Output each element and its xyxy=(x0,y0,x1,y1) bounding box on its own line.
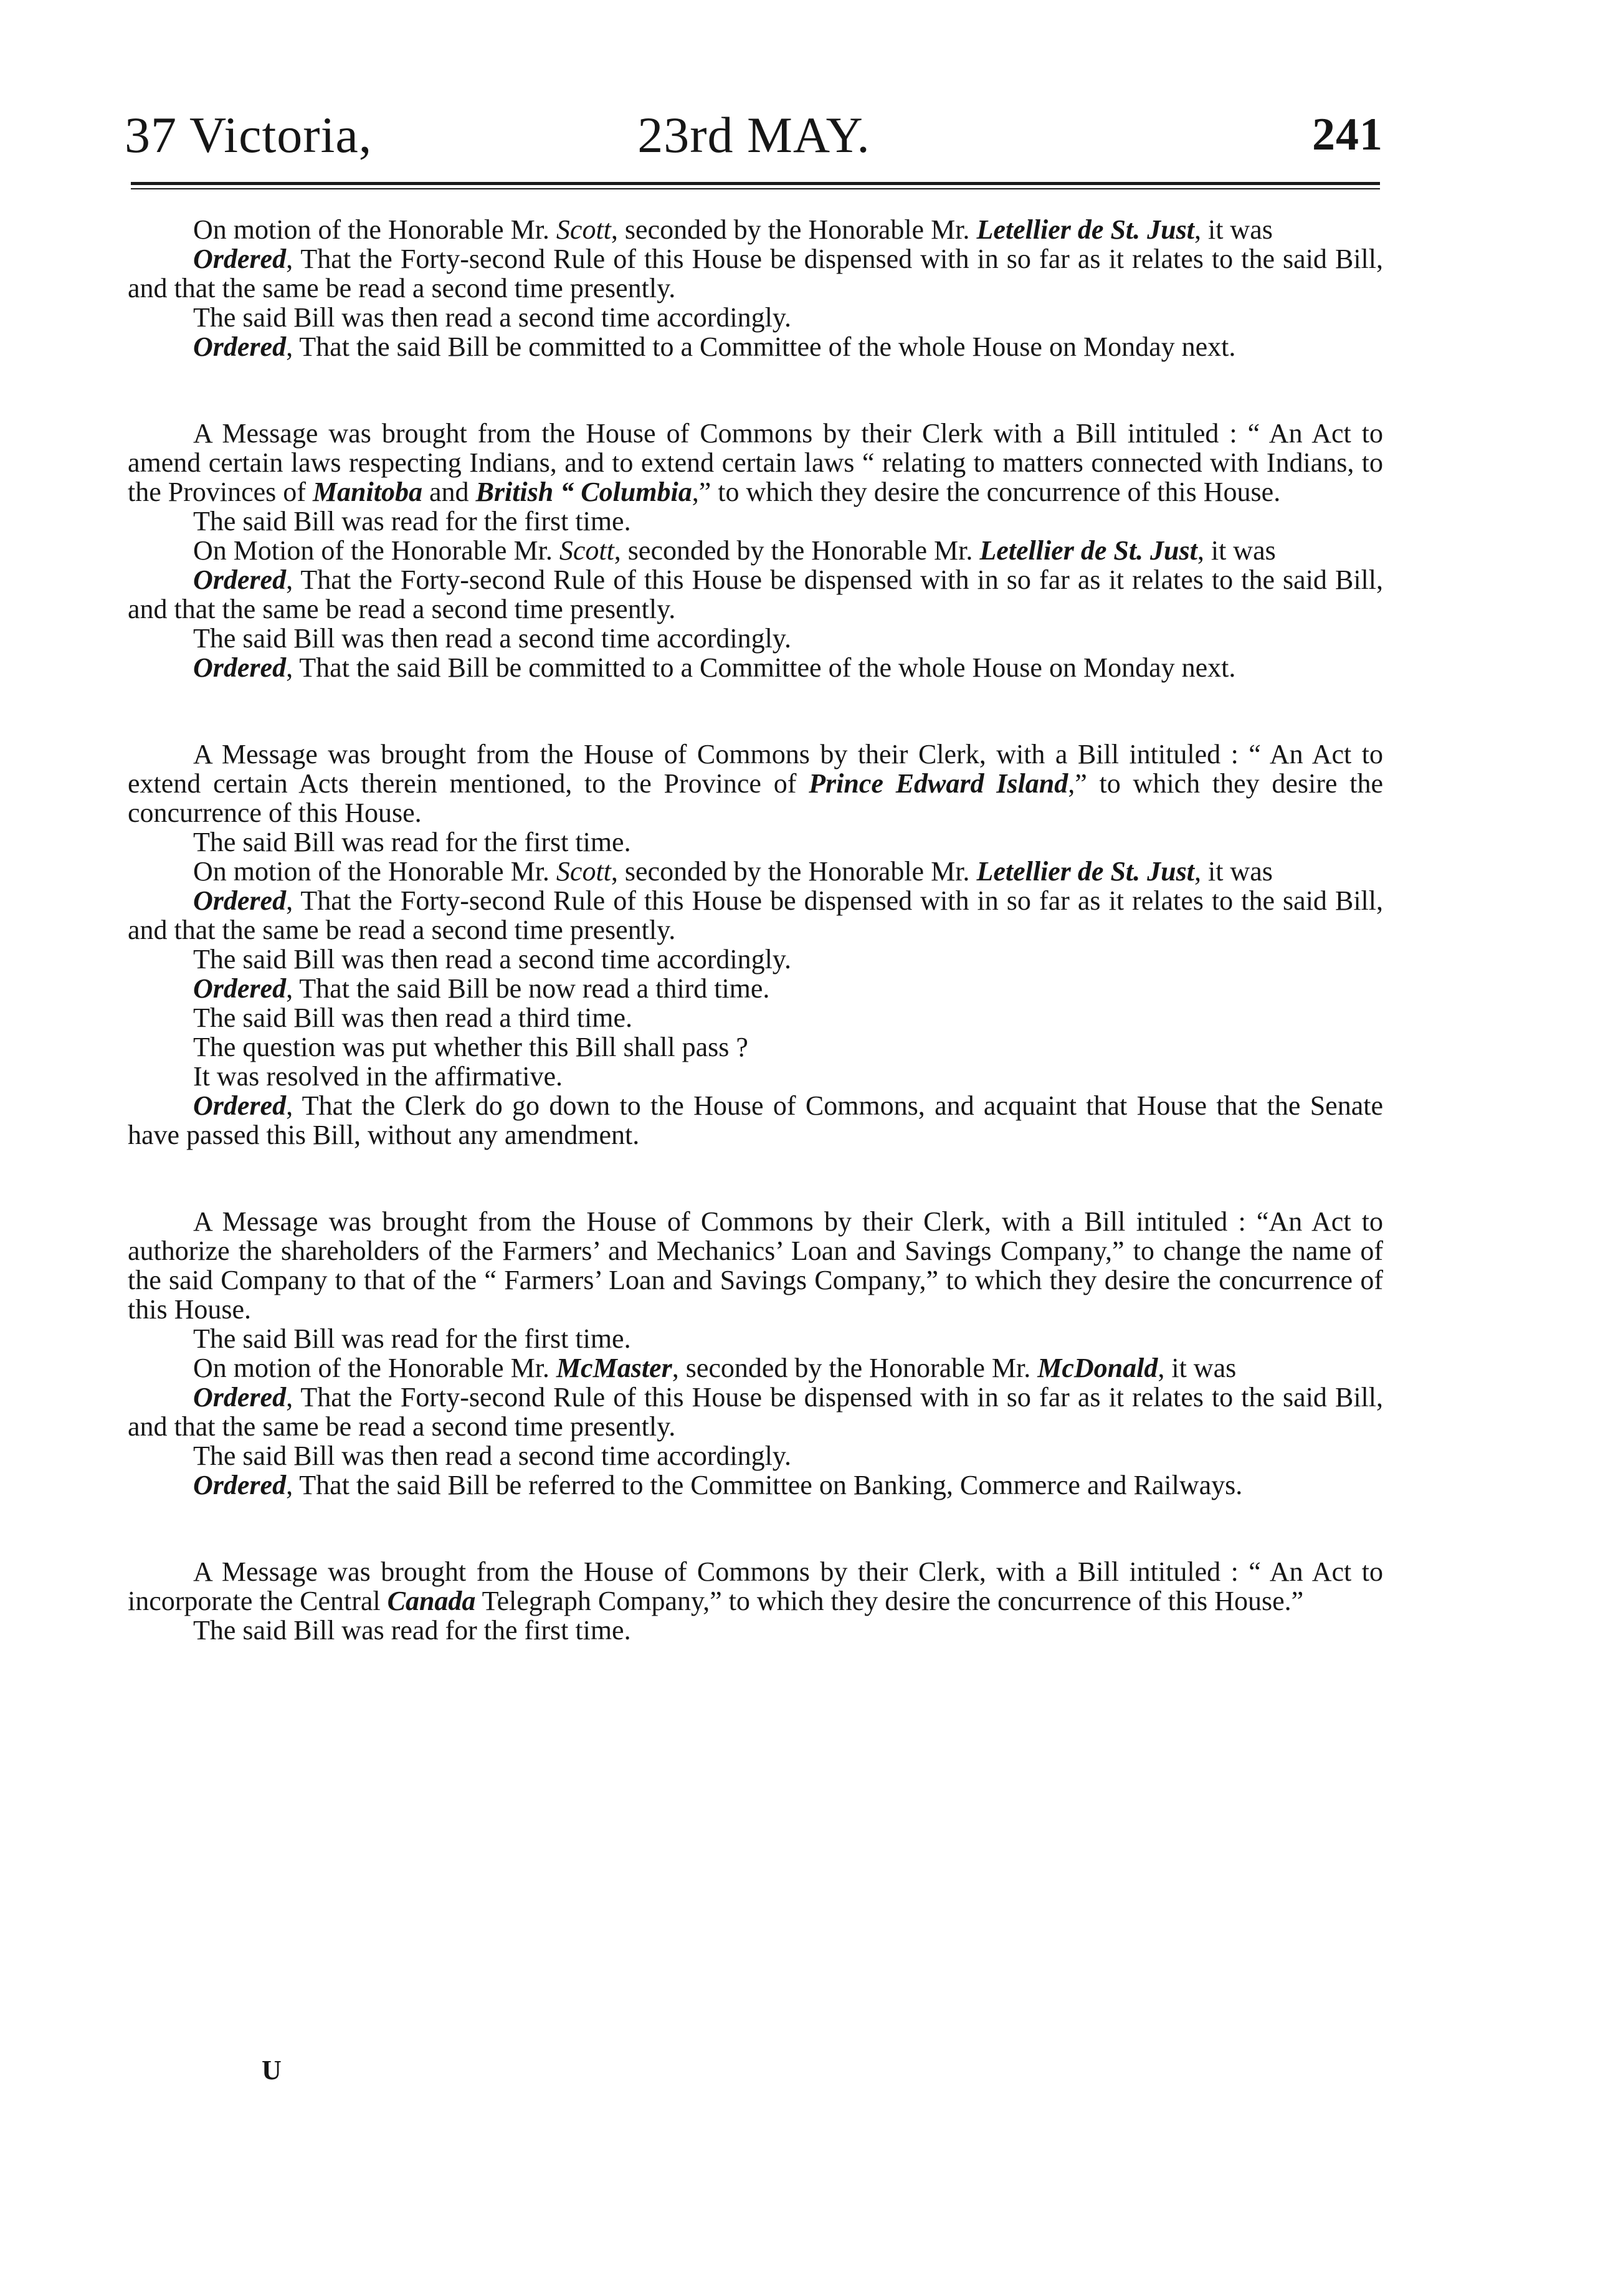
paragraph-text: , That the Forty-second Rule of this House be dispensed with in so far as it relates to the said Bill, and that the same be read a second time presently. xyxy=(128,1382,1383,1442)
paragraph-text: , That the said Bill be referred to the Committee on Banking, Commerce and Railways. xyxy=(286,1470,1243,1500)
paragraph-text: and xyxy=(422,477,476,507)
paragraph-text: ,” to which they desire the concurrence of this House. xyxy=(128,768,1383,828)
entry-paragraph xyxy=(128,886,1383,945)
running-header xyxy=(125,93,1383,162)
paragraph-text: , it was xyxy=(1197,535,1276,566)
paragraph-text: ,” to which they desire the concurrence of this House. xyxy=(692,477,1281,507)
regnal-year: 37 Victoria, xyxy=(125,107,373,163)
entry-paragraph xyxy=(128,945,1383,974)
emphasis-text: British “ Columbia xyxy=(475,477,692,507)
emphasis-text: Letellier de St. Just xyxy=(976,856,1194,887)
paragraph-text: The said Bill was then read a second time accordingly. xyxy=(193,1441,791,1471)
emphasis-text: Scott xyxy=(559,535,614,566)
paragraph-text: The said Bill was read for the first time. xyxy=(193,1615,631,1646)
entry-paragraph xyxy=(128,565,1383,624)
paragraph-text: A Message was brought from the House of Commons by their Clerk, with a Bill intituled : “ An Act to incorporate the Central xyxy=(128,1556,1383,1616)
paragraph-text: The said Bill was read for the first time. xyxy=(193,1323,631,1354)
entry-paragraph xyxy=(128,1441,1383,1470)
emphasis-text: Ordered xyxy=(193,331,287,362)
entry-paragraph xyxy=(128,536,1383,565)
journal-entry xyxy=(128,1207,1383,1500)
paragraph-text: , That the Clerk do go down to the House of Commons, and acquaint that House that the Senate have passed this Bill, without any amendment. xyxy=(128,1090,1383,1150)
emphasis-text: Ordered xyxy=(193,1090,287,1121)
entry-paragraph xyxy=(128,1353,1383,1383)
emphasis-text: Ordered xyxy=(193,564,287,595)
paragraph-text: , That the Forty-second Rule of this House be dispensed with in so far as it relates to the said Bill, and that the same be read a second time presently. xyxy=(128,564,1383,624)
entry-paragraph xyxy=(128,419,1383,507)
entry-paragraph xyxy=(128,1470,1383,1500)
paragraph-text: , seconded by the Honorable Mr. xyxy=(672,1353,1038,1383)
entry-paragraph xyxy=(128,857,1383,886)
entry-paragraph xyxy=(128,1091,1383,1150)
entry-paragraph xyxy=(128,974,1383,1003)
paragraph-text: A Message was brought from the House of Commons by their Clerk with a Bill intituled : “ An Act to amend certain laws respecting Indians, and to extend certain laws “ relating to matters connected with Indians, to the Provinces of xyxy=(128,418,1383,507)
paragraph-text: , That the said Bill be committed to a Committee of the whole House on Monday next. xyxy=(286,331,1236,362)
entry-paragraph xyxy=(128,303,1383,332)
journal-body xyxy=(128,215,1383,1645)
emphasis-text: Scott xyxy=(556,214,611,245)
paragraph-text: , seconded by the Honorable Mr. xyxy=(614,535,980,566)
emphasis-text: Manitoba xyxy=(312,477,422,507)
entry-paragraph xyxy=(128,215,1383,244)
emphasis-text: Ordered xyxy=(193,973,287,1004)
section-gap xyxy=(128,1150,1383,1207)
section-gap xyxy=(128,1500,1383,1557)
paragraph-text: , That the said Bill be now read a third time. xyxy=(286,973,770,1004)
entry-paragraph xyxy=(128,507,1383,536)
journal-entry xyxy=(128,215,1383,361)
emphasis-text: McMaster xyxy=(556,1353,672,1383)
paragraph-text: On motion of the Honorable Mr. xyxy=(193,214,556,245)
paragraph-text: , it was xyxy=(1194,214,1273,245)
paragraph-text: It was resolved in the affirmative. xyxy=(193,1061,563,1092)
journal-entry xyxy=(128,740,1383,1150)
paragraph-text: , That the Forty-second Rule of this House be dispensed with in so far as it relates to the said Bill, and that the same be read a second time presently. xyxy=(128,244,1383,303)
section-gap xyxy=(128,682,1383,740)
paragraph-text: The said Bill was read for the first time. xyxy=(193,827,631,857)
paragraph-text: Telegraph Company,” to which they desire the concurrence of this House.” xyxy=(475,1586,1304,1616)
entry-paragraph xyxy=(128,653,1383,682)
entry-paragraph xyxy=(128,1557,1383,1616)
entry-paragraph xyxy=(128,1032,1383,1062)
entry-paragraph xyxy=(128,1062,1383,1091)
paragraph-text: , That the Forty-second Rule of this House be dispensed with in so far as it relates to the said Bill, and that the same be read a second time presently. xyxy=(128,885,1383,945)
paragraph-text: The said Bill was then read a second time accordingly. xyxy=(193,623,791,654)
entry-paragraph xyxy=(128,244,1383,303)
journal-entry xyxy=(128,419,1383,682)
emphasis-text: Letellier de St. Just xyxy=(979,535,1197,566)
paragraph-text: The said Bill was read for the first time. xyxy=(193,506,631,536)
emphasis-text: Canada xyxy=(387,1586,476,1616)
paragraph-text: On motion of the Honorable Mr. xyxy=(193,1353,556,1383)
paragraph-text: , it was xyxy=(1158,1353,1237,1383)
paragraph-text: , seconded by the Honorable Mr. xyxy=(611,214,977,245)
paragraph-text: On Motion of the Honorable Mr. xyxy=(193,535,559,566)
entry-paragraph xyxy=(128,624,1383,653)
paragraph-text: The said Bill was then read a third time. xyxy=(193,1003,633,1033)
emphasis-text: Letellier de St. Just xyxy=(976,214,1194,245)
emphasis-text: Ordered xyxy=(193,1470,287,1500)
emphasis-text: Ordered xyxy=(193,885,287,916)
entry-paragraph xyxy=(128,1324,1383,1353)
entry-paragraph xyxy=(128,1207,1383,1324)
paragraph-text: , it was xyxy=(1194,856,1273,887)
paragraph-text: A Message was brought from the House of Commons by their Clerk, with a Bill intituled : “An Act to authorize the shareholders of the Farmers’ and Mechanics’ Loan and Savings Company,” to change the name of the said Company to that of the “ Farmers’ Loan and Savings Company,” to which they desire the concurrence of this House. xyxy=(128,1206,1383,1325)
emphasis-text: Ordered xyxy=(193,1382,287,1412)
section-gap xyxy=(128,361,1383,419)
signature-mark: U xyxy=(262,2055,282,2085)
paragraph-text: , That the said Bill be committed to a Committee of the whole House on Monday next. xyxy=(286,652,1236,683)
header-rule-thick xyxy=(131,182,1380,185)
paragraph-text: The said Bill was then read a second time accordingly. xyxy=(193,944,791,974)
header-rule-thin xyxy=(131,188,1380,189)
paragraph-text: , seconded by the Honorable Mr. xyxy=(611,856,977,887)
header-date: 23rd MAY. xyxy=(637,107,870,163)
paragraph-text: The question was put whether this Bill shall pass ? xyxy=(193,1032,748,1062)
emphasis-text: Ordered xyxy=(193,652,287,683)
entry-paragraph xyxy=(128,332,1383,361)
entry-paragraph xyxy=(128,740,1383,827)
entry-paragraph xyxy=(128,1003,1383,1032)
paragraph-text: On motion of the Honorable Mr. xyxy=(193,856,556,887)
paragraph-text: A Message was brought from the House of Commons by their Clerk, with a Bill intituled : “ An Act to extend certain Acts therein mentioned, to the Province of xyxy=(128,739,1383,799)
page-number: 241 xyxy=(1312,109,1383,160)
emphasis-text: Ordered xyxy=(193,244,287,274)
paragraph-text: The said Bill was then read a second time accordingly. xyxy=(193,302,791,333)
entry-paragraph xyxy=(128,1616,1383,1645)
journal-entry xyxy=(128,1557,1383,1645)
emphasis-text: Prince Edward Island xyxy=(809,768,1068,799)
entry-paragraph xyxy=(128,827,1383,857)
emphasis-text: McDonald xyxy=(1037,1353,1158,1383)
emphasis-text: Scott xyxy=(556,856,611,887)
entry-paragraph xyxy=(128,1383,1383,1441)
